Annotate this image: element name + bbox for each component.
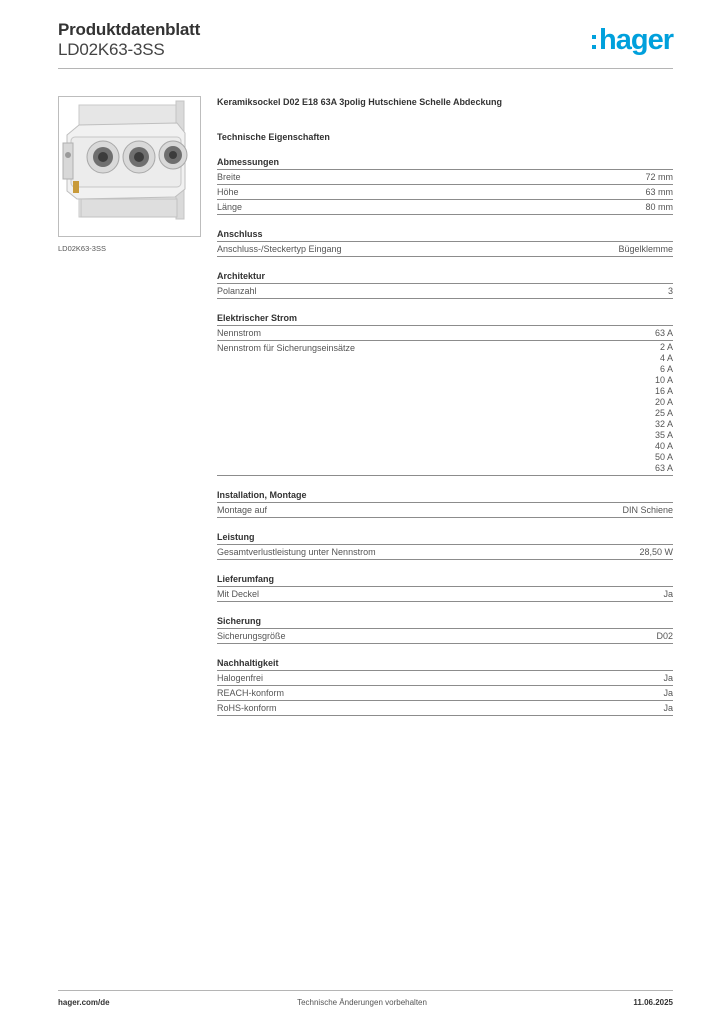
property-label: Breite [217, 172, 241, 182]
property-row [217, 629, 673, 644]
property-row [217, 587, 673, 602]
property-label: Polanzahl [217, 286, 257, 296]
product-name: Keramiksockel D02 E18 63A 3polig Hutschiene Schelle Abdeckung [217, 97, 502, 107]
property-section [217, 531, 673, 560]
property-row [217, 200, 673, 215]
section-title: Architektur [217, 270, 673, 284]
product-code: LD02K63-3SS [58, 40, 165, 59]
section-title: Installation, Montage [217, 489, 673, 503]
property-section [217, 228, 673, 257]
section-title: Elektrischer Strom [217, 312, 673, 326]
property-value: 32 A [654, 419, 673, 429]
property-sections [217, 156, 673, 716]
property-label: REACH-konform [217, 688, 285, 698]
header-divider [58, 68, 673, 69]
technical-properties-heading: Technische Eigenschaften [217, 132, 330, 142]
property-value: 20 A [654, 397, 673, 407]
product-image [58, 96, 201, 237]
property-label: Höhe [217, 187, 239, 197]
section-title: Anschluss [217, 228, 673, 242]
property-value: 63 A [654, 463, 673, 473]
property-section [217, 312, 673, 476]
property-section [217, 657, 673, 716]
property-value: Ja [663, 688, 673, 698]
property-label: Halogenfrei [217, 673, 264, 683]
property-section [217, 489, 673, 518]
property-value: 3 [667, 286, 673, 296]
property-value: 2 A [659, 342, 673, 352]
page-header [58, 20, 673, 70]
property-label: Sicherungsgröße [217, 631, 286, 641]
property-label: Montage auf [217, 505, 268, 515]
property-label: Nennstrom [217, 328, 262, 338]
section-title: Nachhaltigkeit [217, 657, 673, 671]
property-value: 63 mm [645, 187, 673, 197]
property-label: RoHS-konform [217, 703, 277, 713]
property-row-multi [217, 341, 673, 476]
property-row [217, 686, 673, 701]
property-value: Bügelklemme [618, 244, 673, 254]
footer-date: 11.06.2025 [633, 998, 673, 1007]
property-row [217, 671, 673, 686]
property-section [217, 156, 673, 215]
fuse-base-illustration [59, 97, 200, 236]
hager-logo [592, 22, 673, 58]
property-row [217, 326, 673, 341]
logo-text: hager [599, 24, 673, 56]
property-section [217, 615, 673, 644]
property-value: 28,50 W [639, 547, 673, 557]
logo-dots-icon [592, 35, 598, 49]
section-title: Abmessungen [217, 156, 673, 170]
property-value: Ja [663, 589, 673, 599]
footer-website: hager.com/de [58, 998, 110, 1007]
property-row [217, 242, 673, 257]
property-value: 6 A [659, 364, 673, 374]
property-value: 25 A [654, 408, 673, 418]
property-row [217, 185, 673, 200]
property-label: Gesamtverlustleistung unter Nennstrom [217, 547, 376, 557]
property-value: D02 [656, 631, 673, 641]
property-value: 80 mm [645, 202, 673, 212]
property-value: Ja [663, 703, 673, 713]
section-title: Sicherung [217, 615, 673, 629]
datasheet-content [217, 96, 673, 716]
property-row [217, 170, 673, 185]
property-label: Länge [217, 202, 243, 212]
property-value: 50 A [654, 452, 673, 462]
property-section [217, 270, 673, 299]
property-values [655, 341, 673, 475]
property-value: 35 A [654, 430, 673, 440]
property-row [217, 545, 673, 560]
footer-notice: Technische Änderungen vorbehalten [297, 998, 427, 1007]
property-value: DIN Schiene [622, 505, 673, 515]
section-title: Leistung [217, 531, 673, 545]
property-value: Ja [663, 673, 673, 683]
property-value: 63 A [654, 328, 673, 338]
property-value: 16 A [654, 386, 673, 396]
property-label: Anschluss-/Steckertyp Eingang [217, 244, 342, 254]
property-value: 40 A [654, 441, 673, 451]
property-section [217, 573, 673, 602]
property-row [217, 701, 673, 716]
property-value: 10 A [654, 375, 673, 385]
property-value: 72 mm [645, 172, 673, 182]
property-row [217, 503, 673, 518]
document-title: Produktdatenblatt [58, 20, 201, 39]
footer-divider [58, 990, 673, 991]
property-label: Mit Deckel [217, 589, 260, 599]
section-title: Lieferumfang [217, 573, 673, 587]
property-row [217, 284, 673, 299]
property-label: Nennstrom für Sicherungseinsätze [217, 343, 356, 353]
image-caption: LD02K63-3SS [58, 244, 106, 253]
property-value: 4 A [659, 353, 673, 363]
